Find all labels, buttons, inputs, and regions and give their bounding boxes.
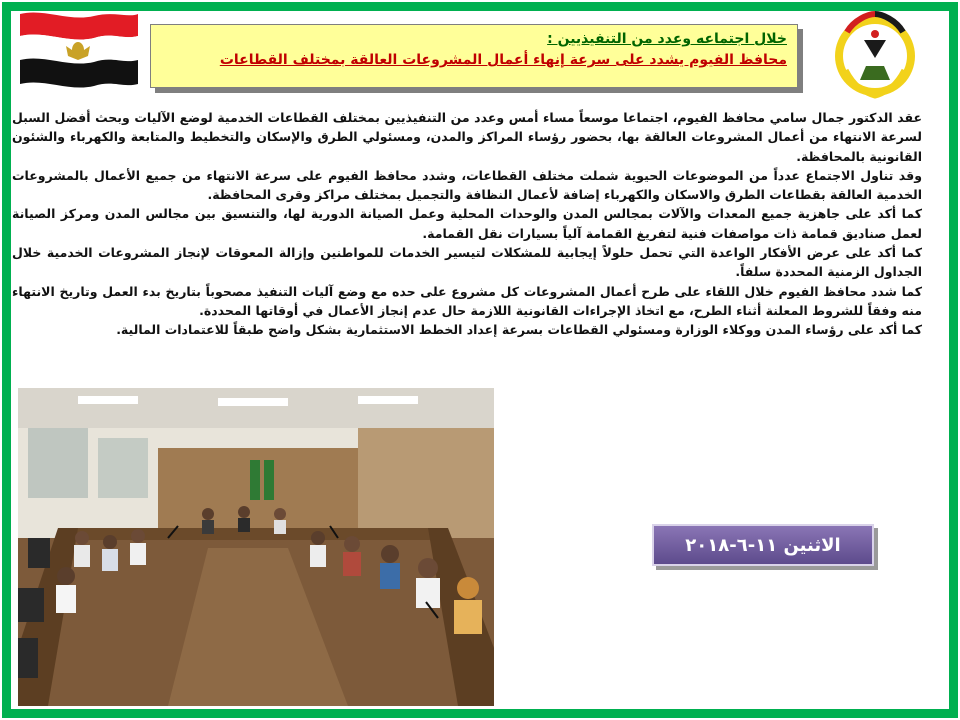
article-paragraph: كما أكد على رؤساء المدن ووكلاء الوزارة ومسئولي القطاعات بسرعة إعداد الخطط الاستثمارية بشكل واضح طبقاً للاعتمادات المالية. [116,322,922,338]
article-paragraph: كما أكد على عرض الأفكار الواعدة التي تحمل حلولاً إيجابية للمشكلات لتيسير الخدمات للمواطنين وإزالة المعوقات لإنجاز المشروعات الخدمية خلال الجداول الزمنية المحددة سلفاً. [12,245,922,280]
fayoum-governorate-logo [832,10,918,102]
headline-box [150,24,798,88]
headline-title: محافظ الفيوم يشدد على سرعة إنهاء أعمال المشروعات العالقة بمختلف القطاعات [219,52,787,68]
meeting-photo [18,388,494,706]
article-paragraph: كما شدد محافظ الفيوم خلال اللقاء على طرح أعمال المشروعات كل مشروع على حده مع وضع آليات التنفيذ مصحوباً بتاريخ بدء العمل وتاريخ الانتهاء منه وفقاً للشروط المعلنة أثناء الطرح، مع اتخاذ الإجراءات القانونية اللازمة حال عدم إنجاز الأعمال في أوقاتها المحددة. [12,283,922,318]
article-paragraph: كما أكد على جاهزية جميع المعدات والآلات بمجالس المدن والوحدات المحلية وعمل الصيانة الدورية لها، والتنسيق بين مجالس المدن ومركز الصيانة لعمل صناديق قمامة ذات مواصفات فنية لتفريغ القمامة آلياً بسيارات نقل القمامة. [12,206,922,241]
headline-subtitle: خلال اجتماعه وعدد من التنفيذيين : [547,31,787,47]
article-paragraph: عقد الدكتور جمال سامي محافظ الفيوم، اجتماعا موسعاً مساء أمس وعدد من التنفيذيين بمختلف القطاعات الخدمية لوضع الآليات وبحث أفضل السبل لسرعة الانتهاء من أعمال المشروعات العالقة بها، بحضور رؤساء المراكز والمدن، ومسئولي الطرق والإسكان والتخطيط والمتابعة والكهرباء والشئون القانونية بالمحافظة. [12,110,922,164]
date-badge: الاثنين ١١-٦-٢٠١٨ [652,524,874,566]
article-paragraph: وقد تناول الاجتماع عدداً من الموضوعات الحيوية شملت مختلف القطاعات، وشدد محافظ الفيوم على سرعة الانتهاء من جميع الأعمال بالمشروعات الخدمية العالقة بقطاعات الطرق والاسكان والكهرباء إضافة لأعمال النظافة والتجميل بمختلف مراكز وقرى المحافظة. [12,167,922,203]
article-body [12,108,922,340]
egypt-flag-icon [14,8,142,100]
